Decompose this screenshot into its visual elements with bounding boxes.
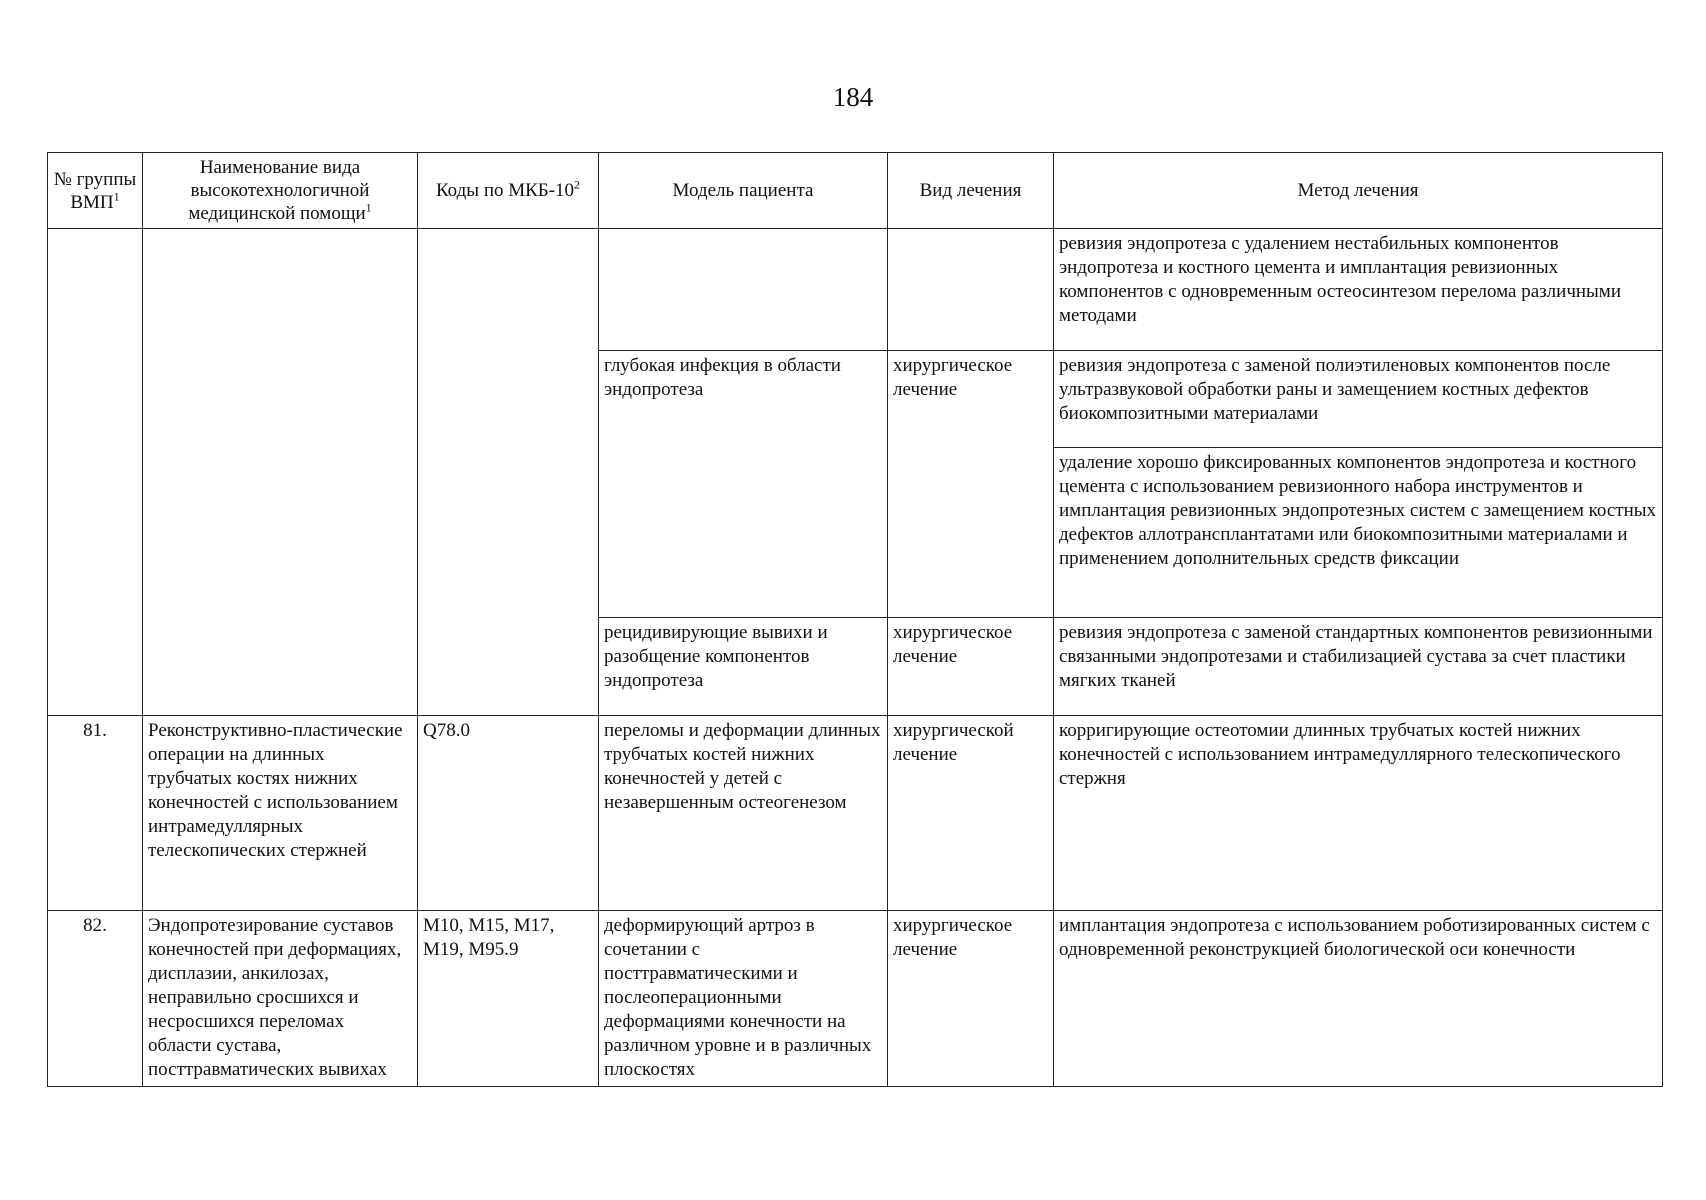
cell-type: хирургическое лечение <box>888 618 1054 716</box>
cell-codes: M10, M15, M17, M19, M95.9 <box>418 911 599 1087</box>
cell-model: деформирующий артроз в сочетании с посттравматическими и послеоперационными деформациями конечности на различном уровне и в различных плоскостях <box>599 911 888 1087</box>
header-group: № группы ВМП$^1$ <box>48 153 143 229</box>
header-name: Наименование вида высокотехнологичной медицинской помощи$^1$ <box>143 153 418 229</box>
cell-name: Эндопротезирование суставов конечностей при деформациях, дисплазии, анкилозах, неправильно сросшихся и несросшихся переломах области сустава, посттравматических вывихах <box>143 911 418 1087</box>
table-row <box>48 911 1663 1087</box>
cell-num: 81. <box>48 716 143 911</box>
vmp-table <box>47 152 1663 1087</box>
cell-name <box>143 229 418 716</box>
cell-type: хирургической лечение <box>888 716 1054 911</box>
cell-num <box>48 229 143 716</box>
cell-name: Реконструктивно-пластические операции на длинных трубчатых костях нижних конечностей с использованием интрамедуллярных телескопических стержней <box>143 716 418 911</box>
cell-method: ревизия эндопротеза с заменой стандартных компонентов ревизионными связанными эндопротезами и стабилизацией сустава за счет пластики мягких тканей <box>1054 618 1663 716</box>
page-number: 184 <box>832 82 874 112</box>
cell-codes: Q78.0 <box>418 716 599 911</box>
header-method: Метод лечения <box>1054 153 1663 229</box>
cell-type <box>888 229 1054 351</box>
cell-method: корригирующие остеотомии длинных трубчатых костей нижних конечностей с использованием интрамедуллярного телескопического стержня <box>1054 716 1663 911</box>
cell-type: хирургическое лечение <box>888 911 1054 1087</box>
cell-method: имплантация эндопротеза с использованием роботизированных систем с одновременной реконструкцией биологической оси конечности <box>1054 911 1663 1087</box>
cell-num: 82. <box>48 911 143 1087</box>
table-row <box>48 229 1663 351</box>
cell-model <box>599 229 888 351</box>
table-row <box>48 716 1663 911</box>
cell-codes <box>418 229 599 716</box>
cell-model: рецидивирующие вывихи и разобщение компонентов эндопротеза <box>599 618 888 716</box>
header-type: Вид лечения <box>888 153 1054 229</box>
header-codes: Коды по МКБ-$10^2$ <box>418 153 599 229</box>
cell-method: ревизия эндопротеза с заменой полиэтиленовых компонентов после ультразвуковой обработки раны и замещением костных дефектов биокомпозитными материалами <box>1054 351 1663 448</box>
header-model: Модель пациента <box>599 153 888 229</box>
cell-type: хирургическое лечение <box>888 351 1054 618</box>
cell-method: ревизия эндопротеза с удалением нестабильных компонентов эндопротеза и костного цемента и имплантация ревизионных компонентов с одновременным остеосинтезом перелома различными методами <box>1054 229 1663 351</box>
cell-model: глубокая инфекция в области эндопротеза <box>599 351 888 618</box>
cell-model: переломы и деформации длинных трубчатых костей нижних конечностей у детей с незавершенным остеогенезом <box>599 716 888 911</box>
cell-method: удаление хорошо фиксированных компонентов эндопротеза и костного цемента с использованием ревизионного набора инструментов и имплантация ревизионных эндопротезных систем с замещением костных дефектов аллотрансплантатами или биокомпозитными материалами и применением дополнительных средств фиксации <box>1054 448 1663 618</box>
header-row <box>48 153 1663 229</box>
